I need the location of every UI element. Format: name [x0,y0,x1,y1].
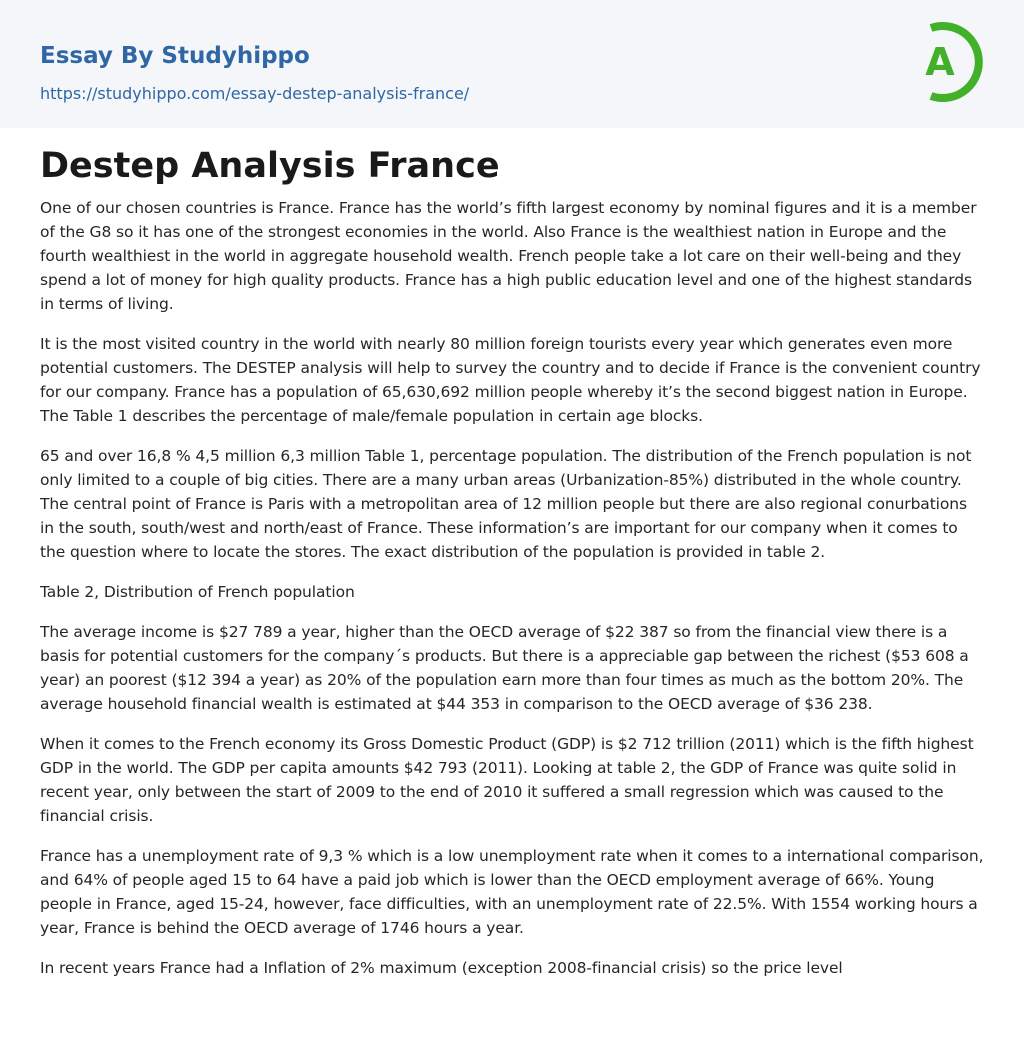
paragraph: France has a unemployment rate of 9,3 % which is a low unemployment rate when it comes to a international comparison, and 64% of people aged 15 to 64 have a paid job which is lower than the OECD employment average of 66%. Young people in France, aged 15-24, however, face difficulties, with an unemployment rate of 22.5%. With 1554 working hours a year, France is behind the OECD average of 1746 hours a year. [40,847,984,937]
paragraph: When it comes to the French economy its Gross Domestic Product (GDP) is $2 712 trillion (2011) which is the fifth highest GDP in the world. The GDP per capita amounts $42 793 (2011). Looking at table 2, the GDP of France was quite solid in recent year, only between the start of 2009 to the end of 2010 it suffered a small regression which was caused to the financial crisis. [40,735,974,825]
paragraph: In recent years France had a Inflation of 2% maximum (exception 2008-financial crisis) so the price level [40,959,843,977]
article-body [0,128,1024,980]
site-header [0,0,1024,128]
studyhippo-logo-icon[interactable] [911,18,987,106]
paragraph: Table 2, Distribution of French population [40,583,355,601]
logo-letter: A [925,40,955,84]
paragraph: It is the most visited country in the world with nearly 80 million foreign tourists every year which generates even more potential customers. The DESTEP analysis will help to survey the country and to decide if France is the convenient country for our company. France has a population of 65,630,692 million people whereby it’s the second biggest nation in Europe. The Table 1 describes the percentage of male/female population in certain age blocks. [40,335,981,425]
page-title: Destep Analysis France [40,146,500,186]
brand-title[interactable]: Essay By Studyhippo [40,43,310,69]
paragraph: One of our chosen countries is France. France has the world’s fifth largest economy by nominal figures and it is a member of the G8 so it has one of the strongest economies in the world. Also France is the wealthiest nation in Europe and the fourth wealthiest in the world in aggregate household wealth. French people take a lot care on their well-being and they spend a lot of money for high quality products. France has a high public education level and one of the highest standards in terms of living. [40,199,977,313]
paragraph: 65 and over 16,8 % 4,5 million 6,3 million Table 1, percentage population. The distribution of the French population is not only limited to a couple of big cities. There are a many urban areas (Urbanization-85%) distributed in the whole country. The central point of France is Paris with a metropolitan area of 12 million people but there are also regional conurbations in the south, south/west and north/east of France. These information’s are important for our company when it comes to the question where to locate the stores. The exact distribution of the population is provided in table 2. [40,447,972,561]
essay-url-link[interactable]: https://studyhippo.com/essay-destep-analysis-france/ [40,84,470,103]
paragraph: The average income is $27 789 a year, higher than the OECD average of $22 387 so from the financial view there is a basis for potential customers for the company´s products. But there is a appreciable gap between the richest ($53 608 a year) an poorest ($12 394 a year) as 20% of the population earn more than four times as much as the bottom 20%. The average household financial wealth is estimated at $44 353 in comparison to the OECD average of $36 238. [40,623,969,713]
